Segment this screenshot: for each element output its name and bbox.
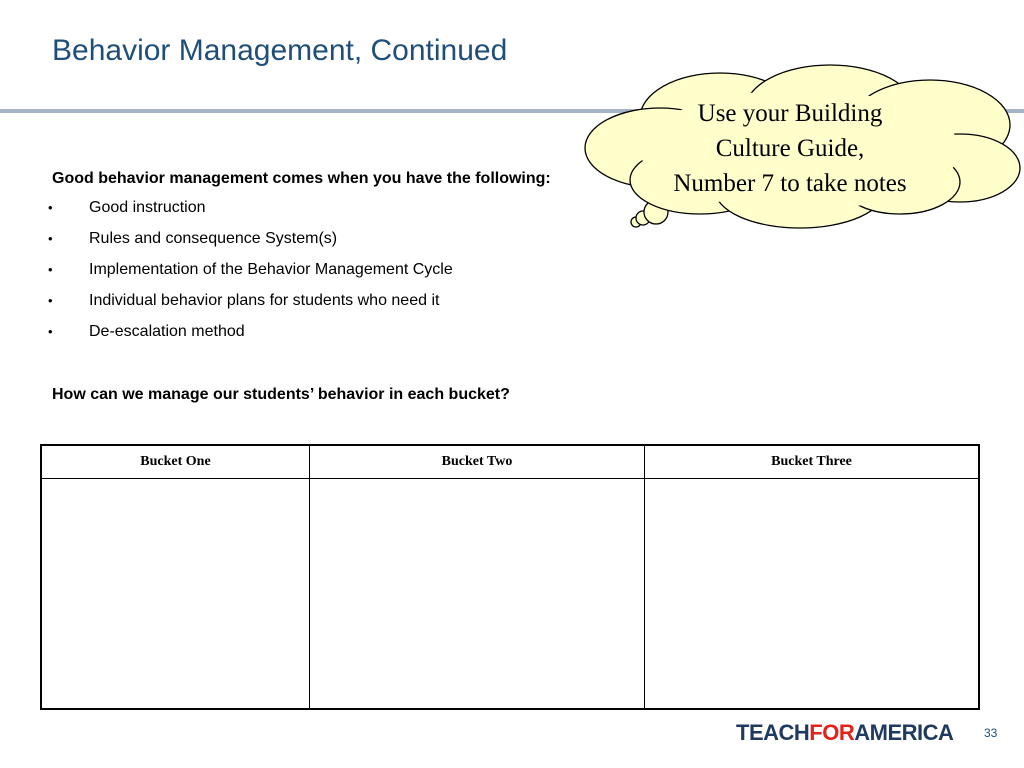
header-bucket-two: Bucket Two: [310, 445, 645, 479]
intro-text: Good behavior management comes when you have the following:: [52, 170, 551, 187]
cloud-callout-text: Use your Building Culture Guide, Number 7 to take notes: [673, 100, 907, 197]
bullet-icon: •: [48, 200, 53, 215]
teach-for-america-logo: TEACHFORAMERICA: [736, 720, 954, 745]
bullet-icon: •: [48, 324, 53, 339]
question-text: How can we manage our students’ behavior in each bucket?: [52, 386, 510, 403]
bullet-icon: •: [48, 231, 53, 246]
slide-title: Behavior Management, Continued: [52, 34, 508, 67]
bullet-icon: •: [48, 262, 53, 277]
page-number: 33: [984, 726, 998, 740]
header-bucket-three: Bucket Three: [645, 445, 980, 479]
header-bucket-one: Bucket One: [41, 445, 310, 479]
bullet-icon: •: [48, 293, 53, 308]
